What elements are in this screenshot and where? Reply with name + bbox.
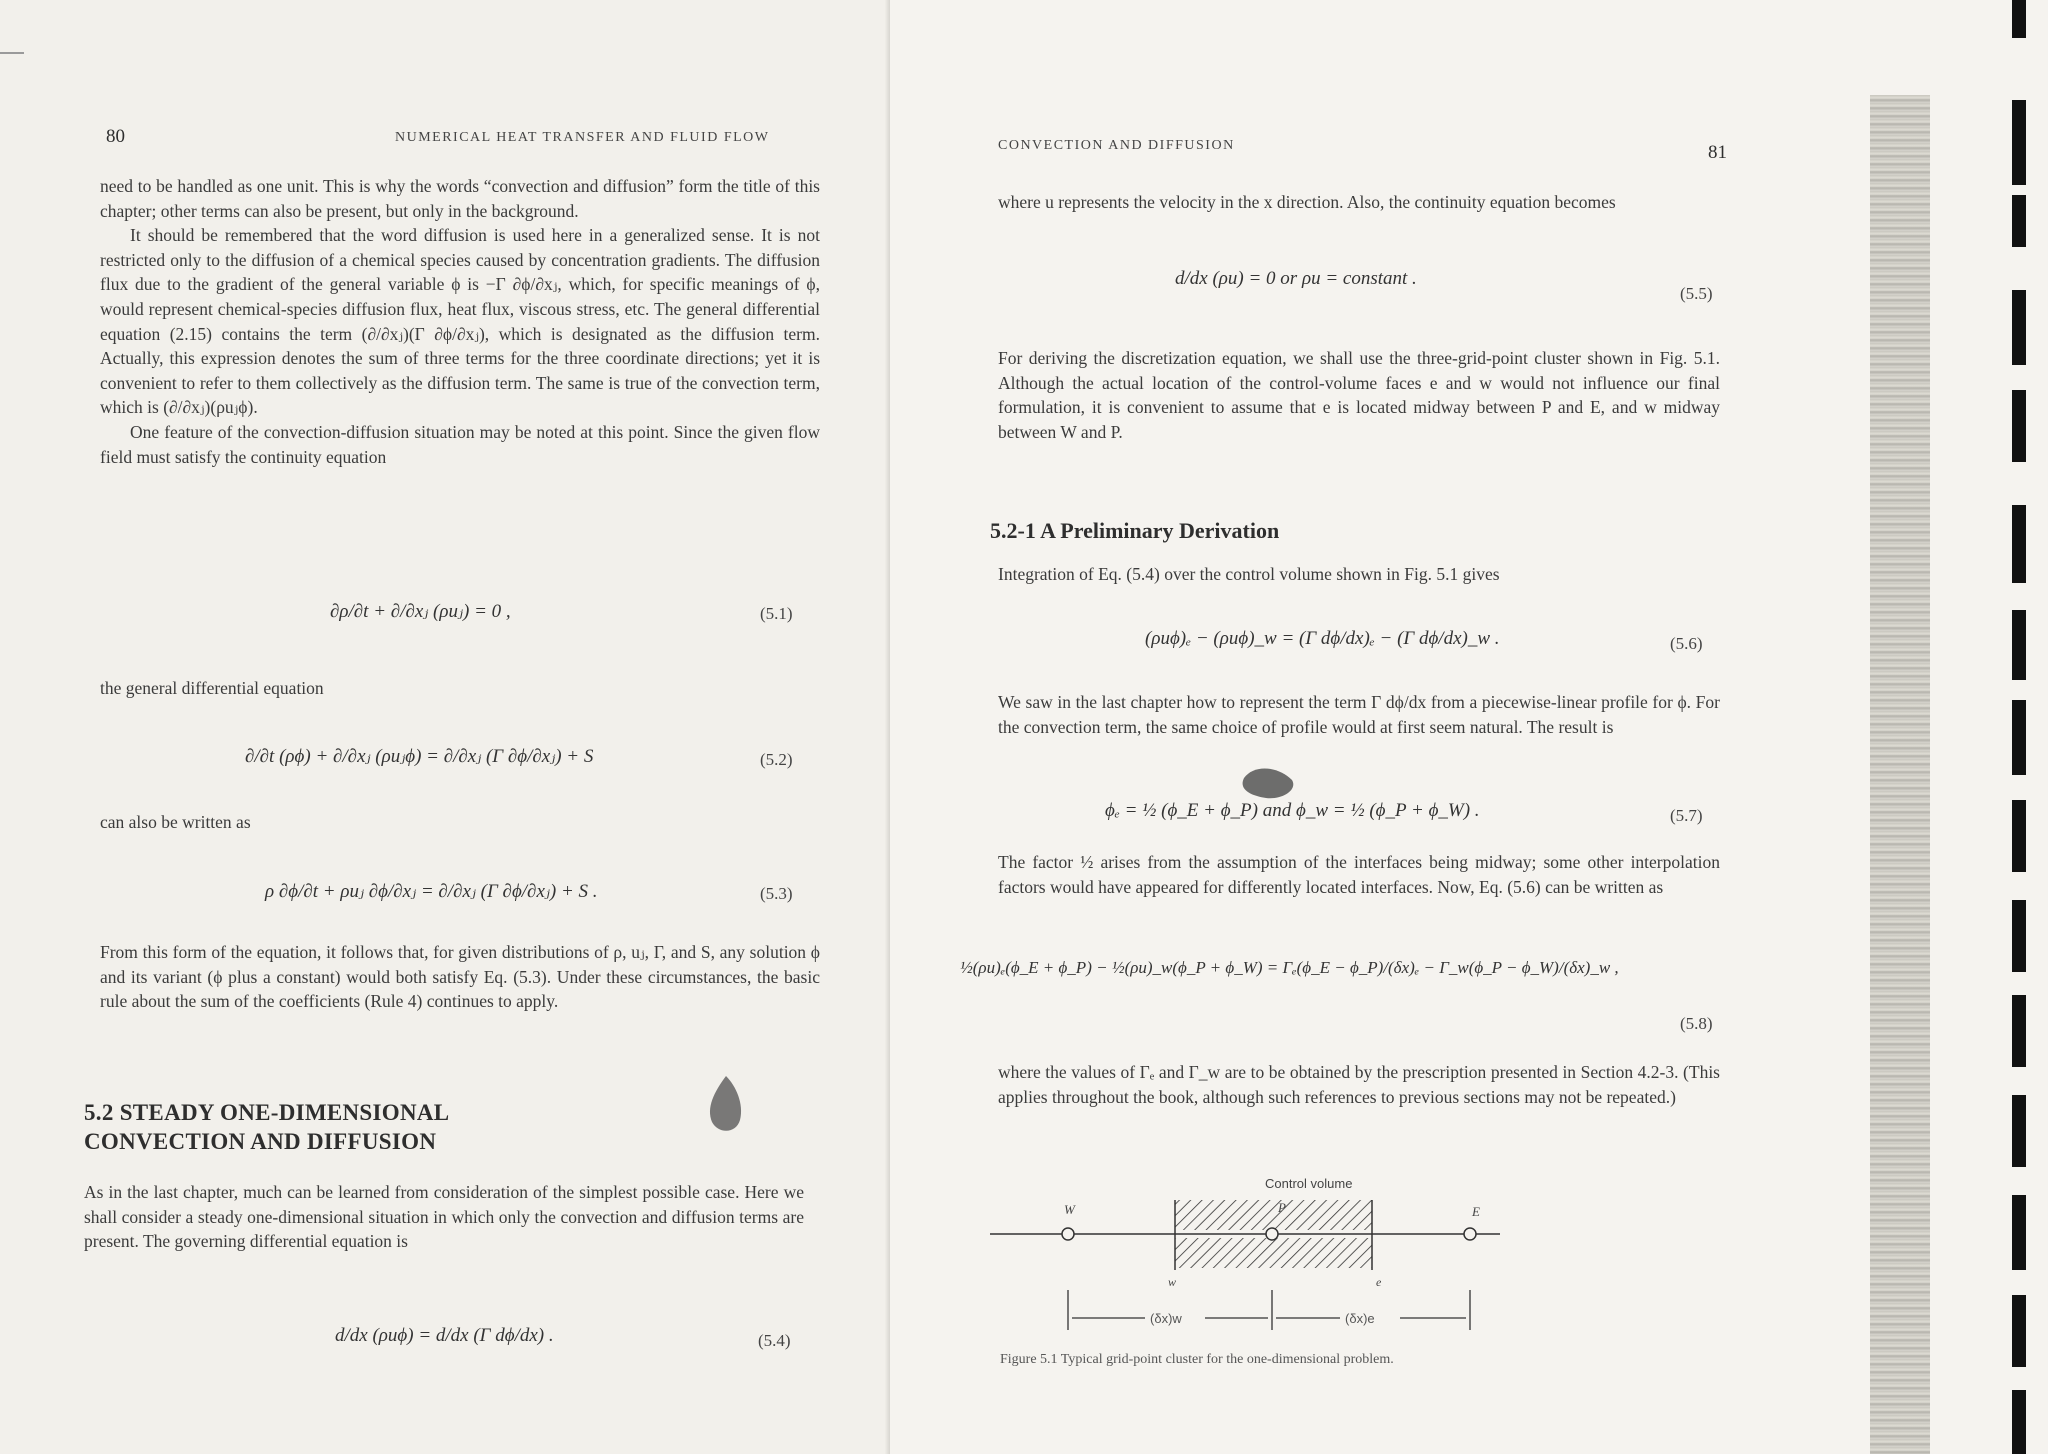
paragraph-text: For deriving the discretization equation, we shall use the three-grid-point cluster shown in Fig. 5.1. Although the actual location of the control-volume faces e and w would not influence our final formulation, it is convenient to assume that e is located midway between P and E, and w midway between W and P. <box>998 348 1720 442</box>
paragraph-text: One feature of the convection-diffusion situation may be noted at this point. Since the given flow field must satisfy the continuity equation <box>100 421 820 467</box>
equation-5-3: ρ ∂ϕ/∂t + ρuⱼ ∂ϕ/∂xⱼ = ∂/∂xⱼ (Γ ∂ϕ/∂xⱼ) + S . <box>265 881 598 902</box>
figure-5-1 <box>960 1170 1520 1350</box>
equation-5-1: ∂ρ/∂t + ∂/∂xⱼ (ρuⱼ) = 0 , <box>330 601 511 622</box>
figure-caption: Figure 5.1 Typical grid-point cluster for the one-dimensional problem. <box>1000 1352 1394 1367</box>
binder-mark <box>2012 995 2026 1067</box>
paragraph-text: where u represents the velocity in the x direction. Also, the continuity equation becomes <box>998 192 1616 212</box>
label-E: E <box>1472 1204 1480 1219</box>
binder-mark <box>2012 0 2026 38</box>
equation-number: (5.2) <box>760 750 793 769</box>
binder-mark <box>2012 610 2026 680</box>
equation-number: (5.6) <box>1670 634 1703 653</box>
paragraph-text: where the values of Γₑ and Γ_w are to be obtained by the prescription presented in Section 4.2-3. (This applies throughout the book, although such references to previous sections may not be repeated.) <box>998 1062 1720 1107</box>
paragraph <box>998 850 1720 899</box>
binder-mark <box>2012 290 2026 365</box>
binder-mark <box>2012 900 2026 972</box>
binder-mark <box>2012 1095 2026 1167</box>
running-head-left: NUMERICAL HEAT TRANSFER AND FLUID FLOW <box>395 130 770 145</box>
page-number-left: 80 <box>106 126 125 147</box>
paragraph <box>998 346 1720 444</box>
paragraph-text: The factor ½ arises from the assumption of the interfaces being midway; some other interpolation factors would have appeared for differently located interfaces. Now, Eq. (5.6) can be written as <box>998 852 1720 897</box>
label-W: W <box>1064 1202 1075 1217</box>
equation-5-4: d/dx (ρuϕ) = d/dx (Γ dϕ/dx) . <box>335 1325 554 1346</box>
equation-number: (5.7) <box>1670 806 1703 825</box>
equation-5-5: d/dx (ρu) = 0 or ρu = constant . <box>1175 268 1417 289</box>
equation-5-7: ϕₑ = ½ (ϕ_E + ϕ_P) and ϕ_w = ½ (ϕ_P + ϕ_W) . <box>1105 800 1480 821</box>
paragraph <box>998 690 1720 739</box>
paragraph-text: Integration of Eq. (5.4) over the control volume shown in Fig. 5.1 gives <box>998 564 1500 584</box>
edge-tick <box>0 52 24 54</box>
equation-number: (5.5) <box>1680 284 1713 303</box>
paragraph-text: As in the last chapter, much can be learned from consideration of the simplest possible case. Here we shall consider a steady one-dimensional situation in which only the convection and diffusion terms are present. The governing differential equation is <box>84 1182 804 1252</box>
binder-mark <box>2012 100 2026 185</box>
binder-mark <box>2012 700 2026 775</box>
paragraph <box>998 1060 1720 1109</box>
section-heading <box>84 1098 449 1156</box>
equation-number: (5.4) <box>758 1331 791 1350</box>
paragraph <box>998 190 1720 215</box>
label-dxe: (δx)e <box>1345 1311 1375 1326</box>
text-line: the general differential equation <box>100 678 324 698</box>
label-dxw: (δx)w <box>1150 1311 1182 1326</box>
binder-mark <box>2012 390 2026 462</box>
subsection-heading: 5.2-1 A Preliminary Derivation <box>990 518 1280 543</box>
node-W <box>1062 1228 1074 1240</box>
equation-number: (5.3) <box>760 884 793 903</box>
binder-mark <box>2012 1195 2026 1270</box>
binder-mark <box>2012 195 2026 247</box>
running-head-right: CONVECTION AND DIFFUSION <box>998 138 1235 153</box>
left-page <box>0 0 890 1454</box>
label-e: e <box>1376 1275 1382 1289</box>
ink-smudge <box>706 1074 746 1136</box>
paragraph <box>84 1180 804 1254</box>
control-volume-hatch-bottom <box>1175 1238 1372 1268</box>
equation-5-2: ∂/∂t (ρϕ) + ∂/∂xⱼ (ρuⱼϕ) = ∂/∂xⱼ (Γ ∂ϕ/∂xⱼ) + S <box>245 746 594 767</box>
paragraph-text: From this form of the equation, it follows that, for given distributions of ρ, uⱼ, Γ, and S, any solution ϕ and its variant (ϕ plus a constant) would both satisfy Eq. (5.3). Under these circumstances, the basic rule about the sum of the coefficients (Rule 4) continues to apply. <box>100 942 820 1012</box>
section-heading-line: CONVECTION AND DIFFUSION <box>84 1129 437 1154</box>
node-E <box>1464 1228 1476 1240</box>
paragraph-text: We saw in the last chapter how to represent the term Γ dϕ/dx from a piecewise-linear profile for ϕ. For the convection term, the same choice of profile would at first seem natural. The result is <box>998 692 1720 737</box>
section-heading-line: 5.2 STEADY ONE-DIMENSIONAL <box>84 1100 450 1125</box>
page-number-right: 81 <box>1708 142 1727 163</box>
paragraph <box>998 562 1720 587</box>
label-w: w <box>1168 1275 1177 1289</box>
paragraph-text: need to be handled as one unit. This is why the words “convection and diffusion” form the title of this chapter; other terms can also be present, but only in the background. <box>100 176 820 221</box>
scan-edge <box>1870 95 1930 1454</box>
equation-number: (5.8) <box>1680 1014 1713 1033</box>
binder-mark <box>2012 1390 2026 1454</box>
binder-mark <box>2012 505 2026 583</box>
equation-number: (5.1) <box>760 604 793 623</box>
paragraph-text: It should be remembered that the word diffusion is used here in a generalized sense. It is not restricted only to the diffusion of a chemical species caused by concentration gradients. The diffusion flux due to the gradient of the general variable ϕ is −Γ ∂ϕ/∂xⱼ, which, for specific meanings of ϕ, would represent chemical-species diffusion flux, heat flux, viscous stress, etc. The general differential equation (2.15) contains the term (∂/∂xⱼ)(Γ ∂ϕ/∂xⱼ), which is designated as the diffusion term. Actually, this expression denotes the sum of three terms for the three coordinate directions; yet it is convenient to refer to them collectively as the diffusion term. The same is true of the convection term, which is (∂/∂xⱼ)(ρuⱼϕ). <box>100 225 820 418</box>
label-P: P <box>1278 1200 1286 1215</box>
equation-5-6: (ρuϕ)ₑ − (ρuϕ)_w = (Γ dϕ/dx)ₑ − (Γ dϕ/dx)_w . <box>1145 628 1500 649</box>
control-volume-hatch-top <box>1175 1200 1372 1230</box>
equation-5-8: ½(ρu)ₑ(ϕ_E + ϕ_P) − ½(ρu)_w(ϕ_P + ϕ_W) = Γₑ(ϕ_E − ϕ_P)/(δx)ₑ − Γ_w(ϕ_P − ϕ_W)/(δx)_w , <box>960 958 1619 977</box>
node-P <box>1266 1228 1278 1240</box>
binder-mark <box>2012 800 2026 872</box>
right-page <box>890 0 2048 1454</box>
ink-smudge <box>1238 762 1298 802</box>
paragraph <box>100 174 820 469</box>
text-line: can also be written as <box>100 812 251 832</box>
paragraph <box>100 940 820 1014</box>
figure-label-control-volume: Control volume <box>1265 1176 1353 1191</box>
binder-mark <box>2012 1295 2026 1367</box>
